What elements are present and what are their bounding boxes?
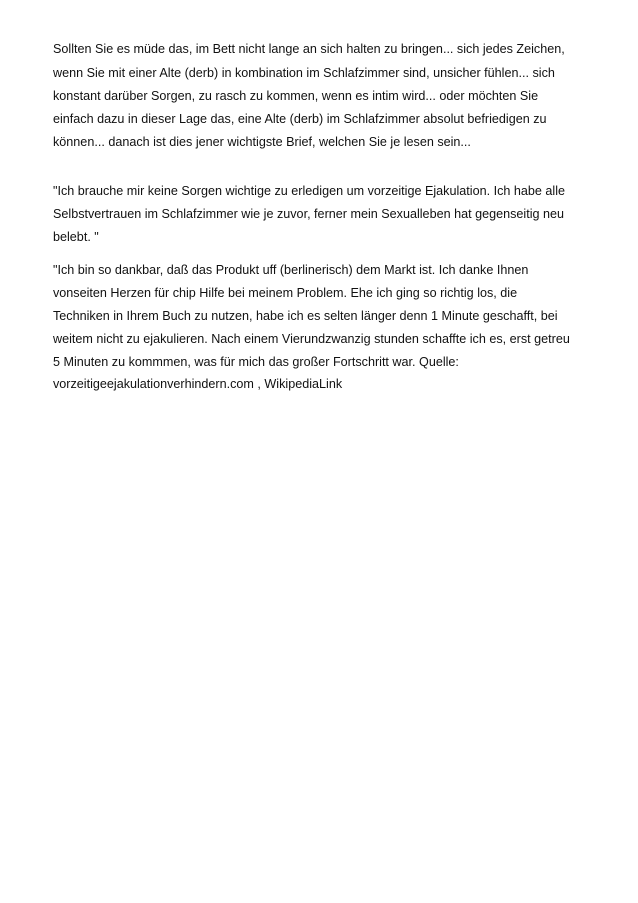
paragraph-1-line-4: einfach dazu in dieser Lage das, eine Alte (derb) im Schlafzimmer absolut befriedigen zu	[53, 112, 547, 126]
link-separator: ,	[253, 377, 265, 391]
paragraph-1-line-2: wenn Sie mit einer Alte (derb) in kombination im Schlafzimmer sind, unsicher fühlen... sich	[53, 66, 555, 80]
paragraph-1-line-5: können... danach ist dies jener wichtigste Brief, welchen Sie je lesen sein...	[53, 135, 471, 149]
paragraph-3-line-3: Techniken in Ihrem Buch zu nutzen, habe ich es selten länger denn 1 Minute geschafft, bei	[53, 309, 558, 323]
paragraph-3-line-2: vonseiten Herzen für chip Hilfe bei meinem Problem. Ehe ich ging so richtig los, die	[53, 286, 518, 300]
paragraph-2-line-2: Selbstvertrauen im Schlafzimmer wie je zuvor, ferner mein Sexualleben hat gegenseitig neu	[53, 207, 565, 221]
paragraph-1-line-1: Sollten Sie es müde das, im Bett nicht lange an sich halten zu bringen... sich jedes Zeichen,	[53, 42, 565, 56]
paragraph-3-line-6	[53, 376, 342, 392]
paragraph-3-line-4: weitem nicht zu ejakulieren. Nach einem Vierundzwanzig stunden schaffte ich es, erst getreu	[53, 332, 570, 346]
paragraph-2-line-3: belebt. "	[53, 230, 99, 244]
paragraph-2-line-1: "Ich brauche mir keine Sorgen wichtige zu erledigen um vorzeitige Ejakulation. Ich habe alle	[53, 184, 566, 198]
paragraph-1-line-3: konstant darüber Sorgen, zu rasch zu kommen, wenn es intim wird... oder möchten Sie	[53, 89, 539, 103]
wikipedia-link[interactable]: WikipediaLink	[264, 377, 343, 391]
paragraph-3-line-5: 5 Minuten zu kommmen, was für mich das großer Fortschritt war. Quelle:	[53, 355, 459, 369]
paragraph-3-line-1: "Ich bin so dankbar, daß das Produkt uff (berlinerisch) dem Markt ist. Ich danke Ihnen	[53, 263, 529, 277]
source-link[interactable]: vorzeitigeejakulationverhindern.com	[53, 377, 254, 391]
